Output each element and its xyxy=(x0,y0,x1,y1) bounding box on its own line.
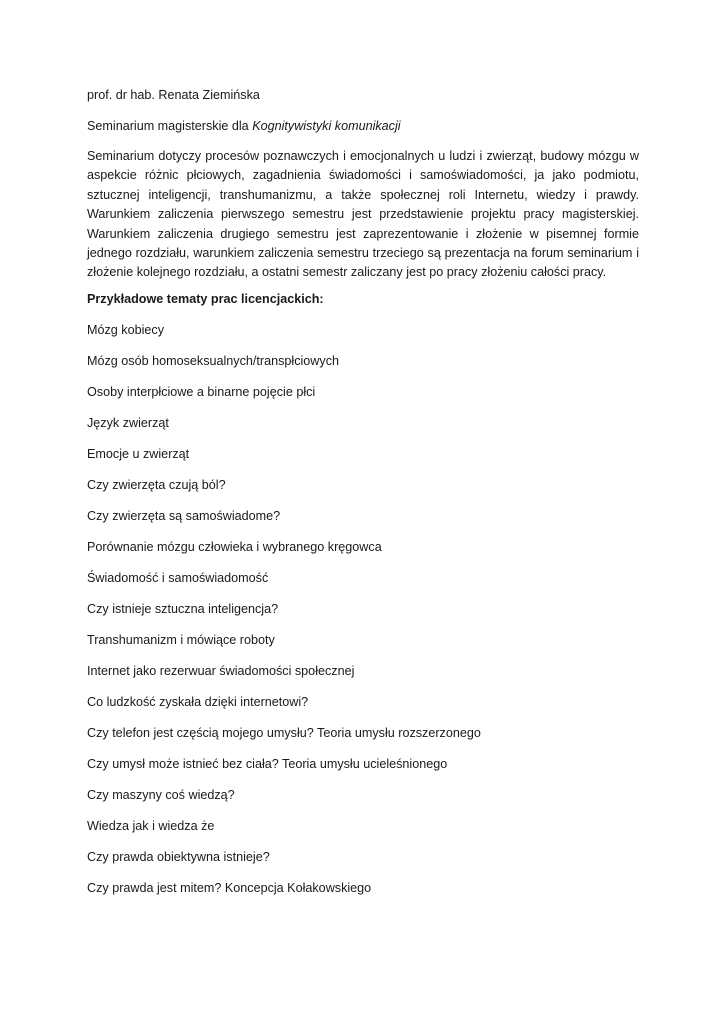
topic-item: Osoby interpłciowe a binarne pojęcie płci xyxy=(87,385,316,399)
topic-item: Czy zwierzęta są samoświadome? xyxy=(87,509,281,523)
topic-item: Świadomość i samoświadomość xyxy=(87,571,269,585)
topic-item: Wiedza jak i wiedza że xyxy=(87,819,215,833)
seminar-title-program: Kognitywistyki komunikacji xyxy=(252,119,401,133)
seminar-title xyxy=(87,118,401,134)
topic-item: Czy maszyny coś wiedzą? xyxy=(87,788,235,802)
topic-item: Transhumanizm i mówiące roboty xyxy=(87,633,275,647)
topic-item: Porównanie mózgu człowieka i wybranego kręgowca xyxy=(87,540,382,554)
topic-item: Język zwierząt xyxy=(87,416,169,430)
topic-item: Internet jako rezerwuar świadomości społecznej xyxy=(87,664,355,678)
topic-item: Czy prawda jest mitem? Koncepcja Kołakowskiego xyxy=(87,881,372,895)
topic-item: Czy zwierzęta czują ból? xyxy=(87,478,226,492)
seminar-description: Seminarium dotyczy procesów poznawczych i emocjonalnych u ludzi i zwierząt, budowy mózgu w aspekcie różnic płciowych, zagadnienia świadomości i samoświadomości, ja jako podmiotu, sztucznej inteligencji, transhumanizmu, a także społecznej roli Internetu, wiedzy i prawdy. Warunkiem zaliczenia pierwszego semestru jest przedstawienie projektu pracy magisterskiej. Warunkiem zaliczenia drugiego semestru jest zaprezentowanie i złożenie w pisemnej formie jednego rozdziału, warunkiem zaliczenia semestru trzeciego są prezentacja na forum seminarium i złożenie kolejnego rozdziału, a ostatni semestr zaliczany jest po pracy złożeniu całości pracy. xyxy=(87,149,639,280)
topics-heading: Przykładowe tematy prac licencjackich: xyxy=(87,292,324,306)
seminar-title-prefix: Seminarium magisterskie dla xyxy=(87,119,253,133)
topic-item: Czy telefon jest częścią mojego umysłu? Teoria umysłu rozszerzonego xyxy=(87,726,481,740)
topic-item: Co ludzkość zyskała dzięki internetowi? xyxy=(87,695,309,709)
author-line: prof. dr hab. Renata Ziemińska xyxy=(87,88,260,102)
topic-item: Emocje u zwierząt xyxy=(87,447,190,461)
topic-item: Mózg kobiecy xyxy=(87,323,164,337)
topic-item: Czy istnieje sztuczna inteligencja? xyxy=(87,602,279,616)
topic-item: Czy umysł może istnieć bez ciała? Teoria umysłu ucieleśnionego xyxy=(87,757,448,771)
topic-item: Mózg osób homoseksualnych/transpłciowych xyxy=(87,354,339,368)
topic-item: Czy prawda obiektywna istnieje? xyxy=(87,850,270,864)
